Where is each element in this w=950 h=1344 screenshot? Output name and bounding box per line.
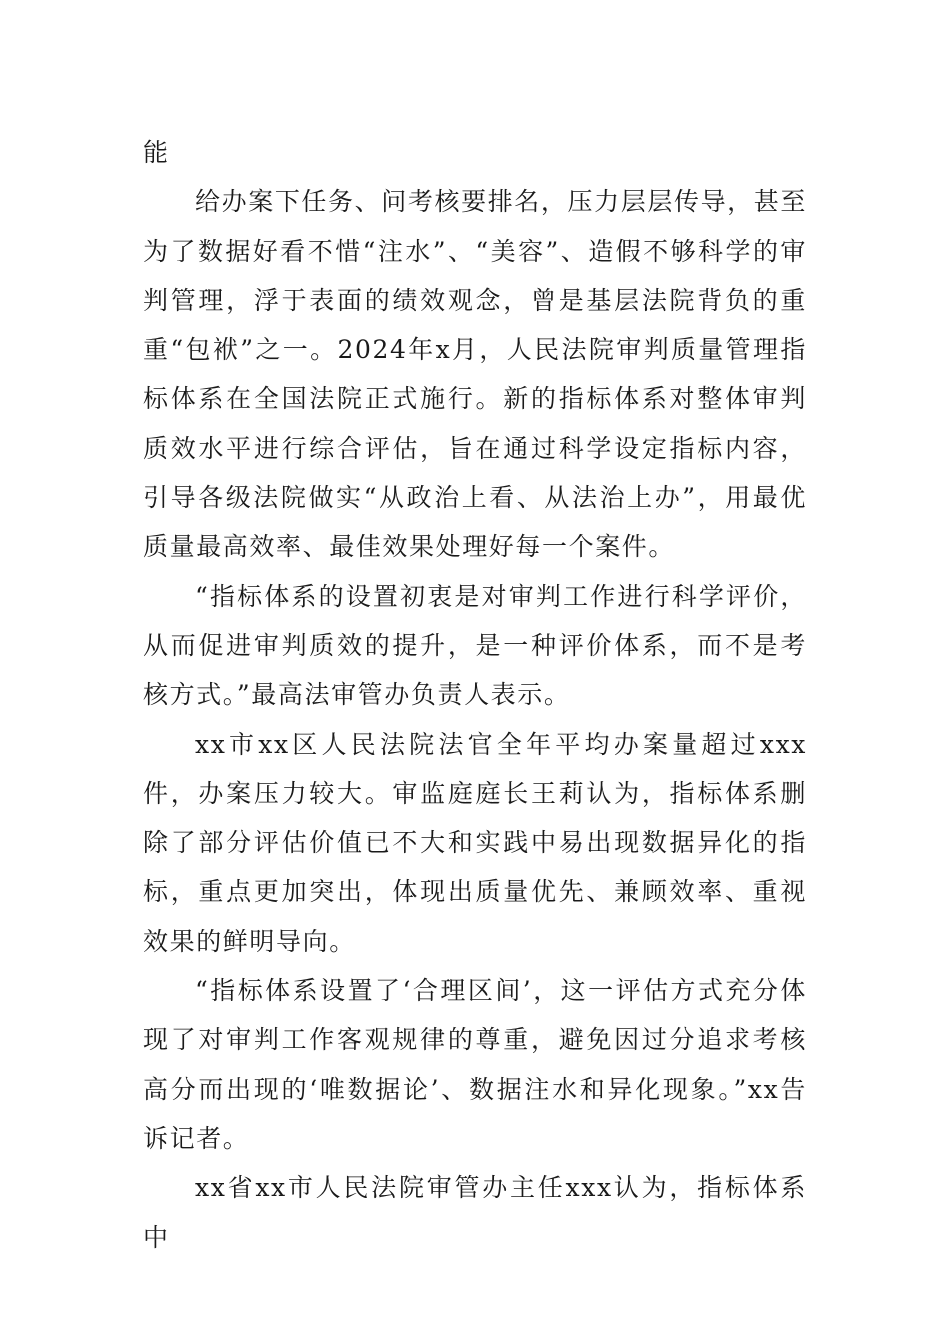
paragraph-fragment: 能 xyxy=(143,138,170,167)
paragraph: “指标体系设置了‘合理区间’，这一评估方式充分体现了对审判工作客观规律的尊重，避免因过分追求考核高分而出现的‘唯数据论’、数据注水和异化现象。”xx告诉记者。 xyxy=(143,976,807,1153)
document-body xyxy=(143,128,807,1262)
paragraph: xx市xx区人民法院法官全年平均办案量超过xxx件，办案压力较大。审监庭庭长王莉认为，指标体系删除了部分评估价值已不大和实践中易出现数据异化的指标，重点更加突出，体现出质量优先、兼顾效率、重视效果的鲜明导向。 xyxy=(143,729,807,956)
paragraph: 给办案下任务、问考核要排名，压力层层传导，甚至为了数据好看不惜“注水”、“美容”、造假不够科学的审判管理，浮于表面的绩效观念，曾是基层法院背负的重重“包袱”之一。2024年x月，人民法院审判质量管理指标体系在全国法院正式施行。新的指标体系对整体审判质效水平进行综合评估，旨在通过科学设定指标内容，引导各级法院做实“从政治上看、从法治上办”，用最优质量最高效率、最佳效果处理好每一个案件。 xyxy=(143,187,807,562)
paragraph: xx省xx市人民法院审管办主任xxx认为，指标体系中 xyxy=(143,1173,807,1252)
paragraph: “指标体系的设置初衷是对审判工作进行科学评价，从而促进审判质效的提升，是一种评价体系，而不是考核方式。”最高法审管办负责人表示。 xyxy=(143,581,807,710)
